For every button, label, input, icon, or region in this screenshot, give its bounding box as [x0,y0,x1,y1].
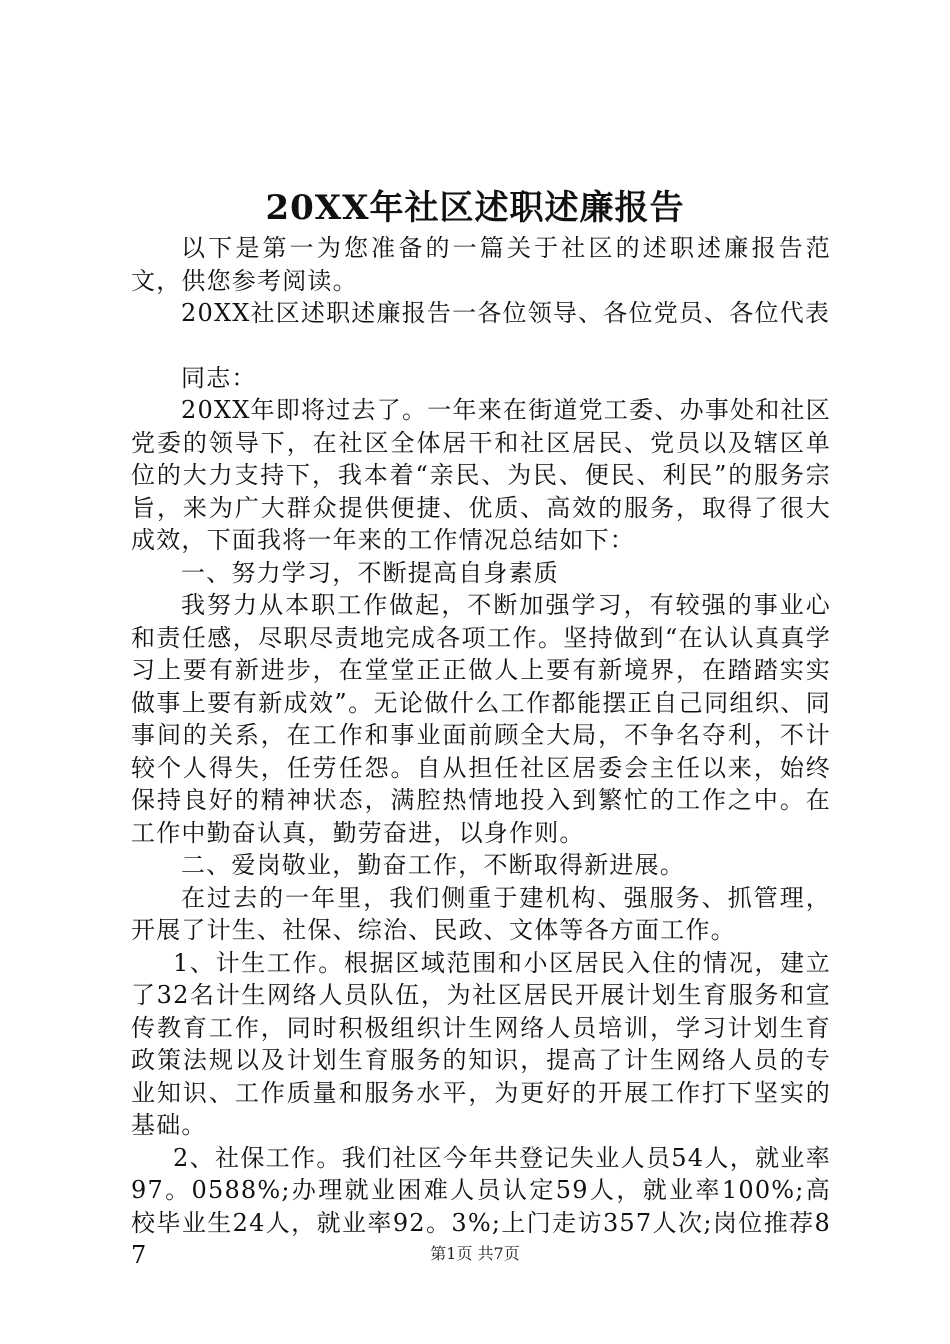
item-2-paragraph: 2、社保工作。我们社区今年共登记失业人员54人，就业率97。0588%;办理就业困难人员认定59人，就业率100%;高校毕业生24人，就业率92。3%;上门走访357人次;岗位推荐87 [131,1143,831,1269]
section-heading-1: 一、努力学习，不断提高自身素质 [181,558,559,587]
document-title: 20XX年社区述职述廉报告 [265,188,685,228]
page-number-footer: 第1页 共7页 [430,1244,520,1263]
item-1-paragraph: 1、计生工作。根据区域范围和小区居民入住的情况，建立了32名计生网络人员队伍，为社区居民开展计划生育服务和宣传教育工作，同时积极组织计生网络人员培训，学习计划生育政策法规以及计划生育服务的知识，提高了计生网络人员的专业知识、工作质量和服务水平，为更好的开展工作打下坚实的基础。 [131,948,831,1139]
section-2-paragraph: 在过去的一年里，我们侧重于建机构、强服务、抓管理，开展了计生、社保、综治、民政、文体等各方面工作。 [131,883,831,944]
section-heading-2: 二、爱岗敬业，勤奋工作，不断取得新进展。 [181,851,685,879]
opening-paragraph: 20XX年即将过去了。一年来在街道党工委、办事处和社区党委的领导下，在社区全体居干和社区居民、党员以及辖区单位的大力支持下，我本着“亲民、为民、便民、利民”的服务宗旨，来为广大群众提供便捷、优质、高效的服务，取得了很大成效，下面我将一年来的工作情况总结如下： [131,396,831,554]
intro-paragraph: 以下是第一为您准备的一篇关于社区的述职述廉报告范文，供您参考阅读。 [131,234,831,295]
section-1-paragraph: 我努力从本职工作做起，不断加强学习，有较强的事业心和责任感，尽职尽责地完成各项工作。坚持做到“在认认真真学习上要有新进步，在堂堂正正做人上要有新境界，在踏踏实实做事上要有新成效”。无论做什么工作都能摆正自己同组织、同事间的关系，在工作和事业面前顾全大局，不争名夺利，不计较个人得失，任劳任怨。自从担任社区居委会主任以来，始终保持良好的精神状态，满腔热情地投入到繁忙的工作之中。在工作中勤奋认真，勤劳奋进，以身作则。 [131,591,831,847]
salutation: 同志： [181,363,257,392]
report-heading-line: 20XX社区述职述廉报告一各位领导、各位党员、各位代表 [181,299,831,327]
document-body [131,232,831,1272]
